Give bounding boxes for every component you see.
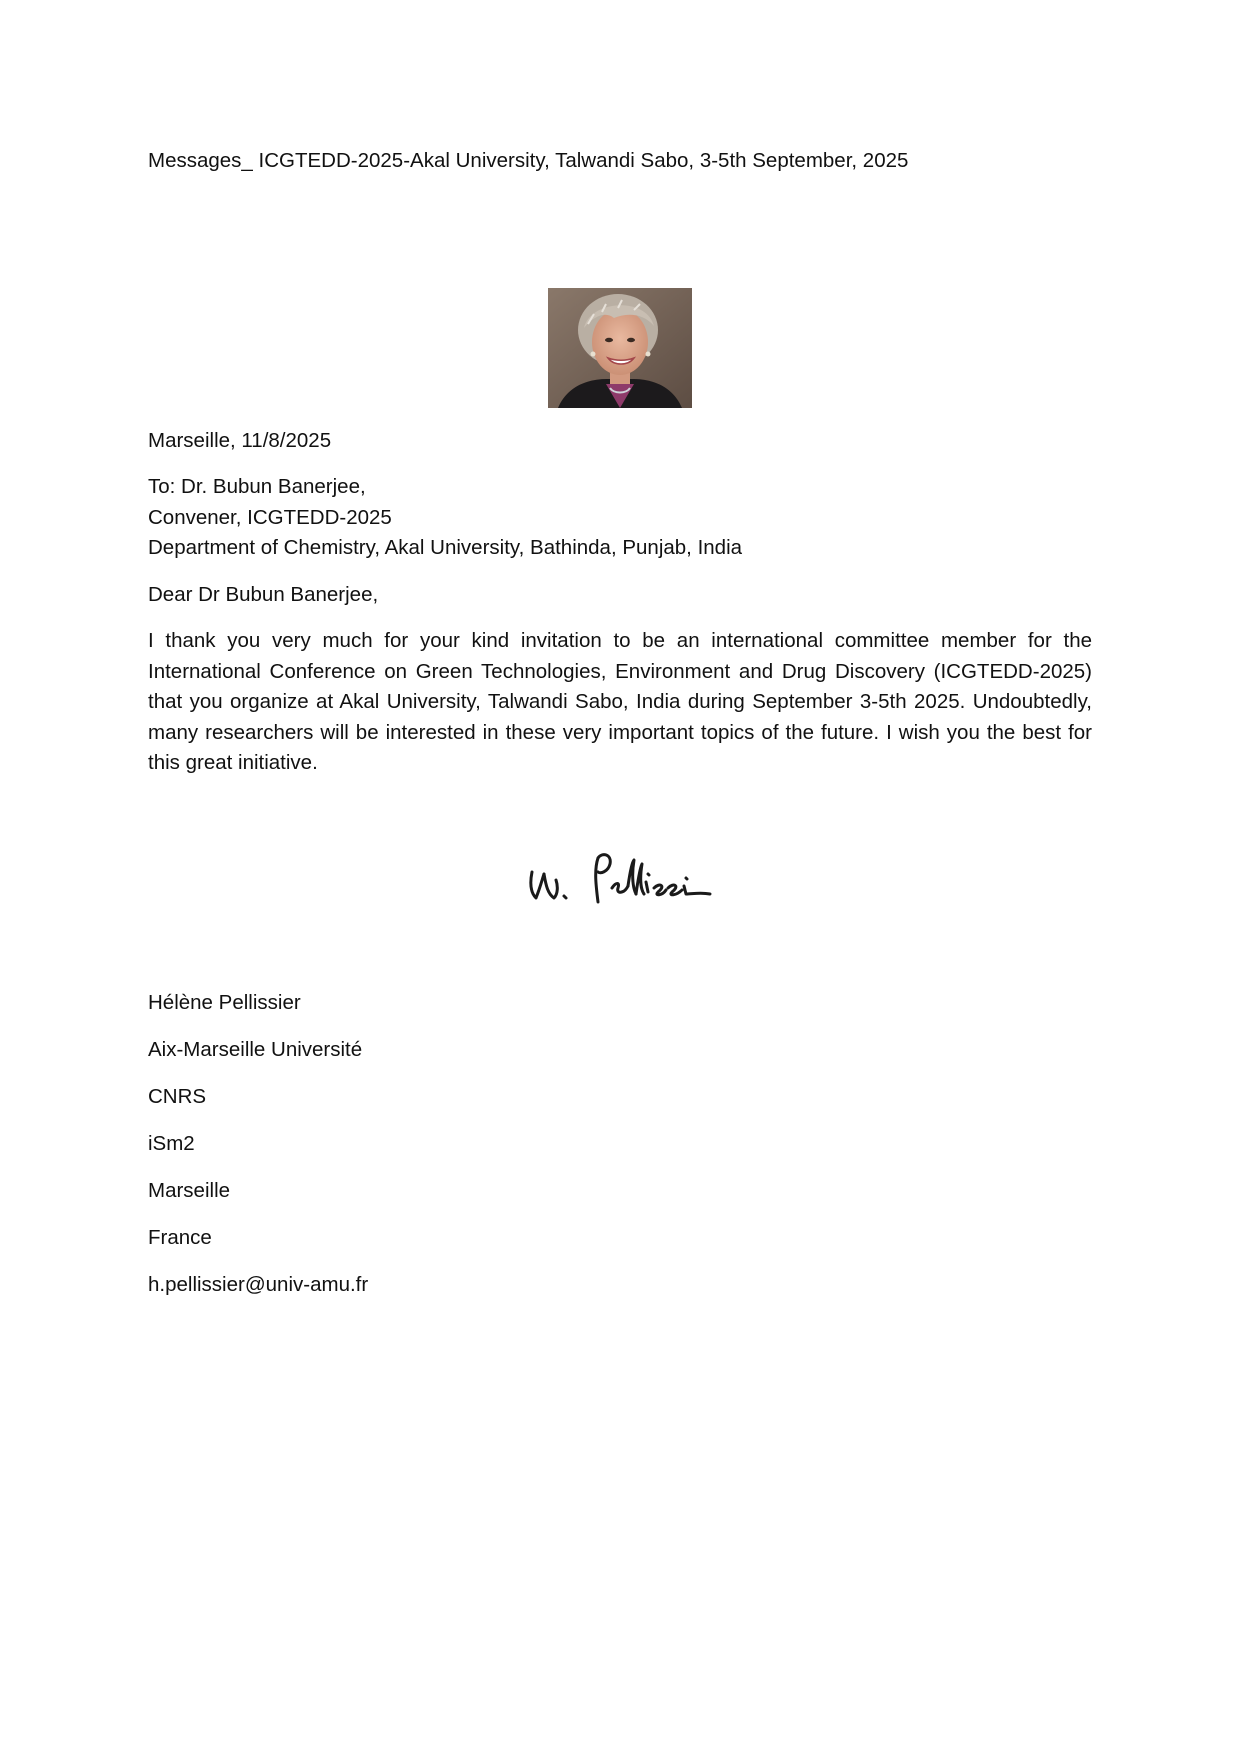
letter-body: I thank you very much for your kind invitation to be an international committee member for the International Conference on Green Technologies, Environment and Drug Discovery (ICGTEDD-2025) that you organize at Akal University, Talwandi Sabo, India during September 3-5th 2025. Undoubtedly, many researchers will be interested in these very important topics of the future. I wish you the best for this great initiative.: [148, 629, 1092, 774]
author-photo: [548, 288, 692, 408]
recipient-line: To: Dr. Bubun Banerjee,: [148, 475, 366, 498]
sender-country: France: [148, 1226, 212, 1249]
salutation: Dear Dr Bubun Banerjee,: [148, 583, 379, 606]
sender-org: CNRS: [148, 1085, 207, 1108]
handwritten-signature: [520, 842, 726, 920]
recipient-line: Convener, ICGTEDD-2025: [148, 505, 392, 529]
sender-university: Aix-Marseille Université: [148, 1038, 363, 1061]
recipient-address: [148, 472, 742, 564]
sender-name: Hélène Pellissier: [148, 991, 301, 1014]
sender-email: h.pellissier@univ-amu.fr: [148, 1273, 369, 1296]
sender-city: Marseille: [148, 1179, 231, 1202]
recipient-line: Department of Chemistry, Akal University, Bathinda, Punjab, India: [148, 536, 743, 559]
sender-lab: iSm2: [148, 1132, 195, 1155]
place-date: Marseille, 11/8/2025: [148, 429, 332, 452]
document-header: Messages_ ICGTEDD-2025-Akal University, Talwandi Sabo, 3-5th September, 2025: [148, 149, 909, 172]
sender-block: [148, 988, 368, 1317]
